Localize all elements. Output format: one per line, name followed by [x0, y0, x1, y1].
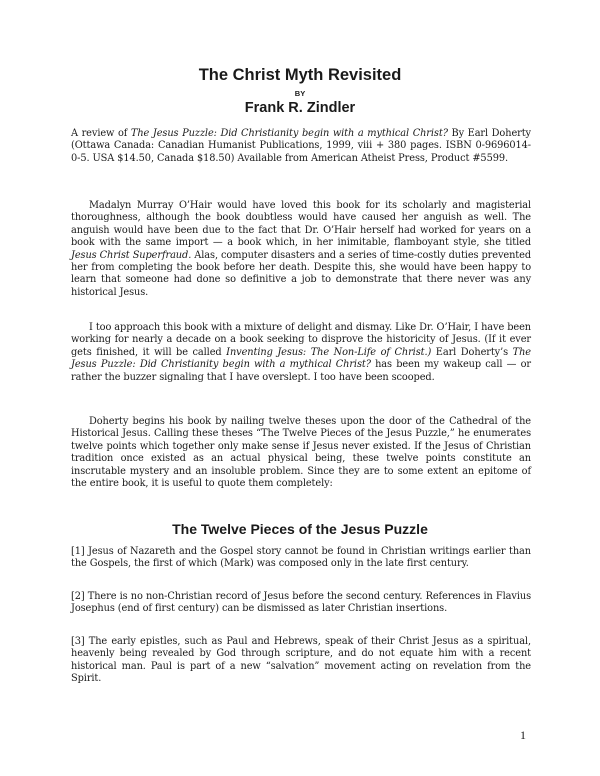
- reviewed-book-title: The Jesus Puzzle: Did Christianity begin with a mythical Christ?: [130, 128, 448, 139]
- paragraph-1-text-b: Alas, computer disasters and a series of time-costly duties prevented her from completing the book before her death. Despite this, she would have been happy to learn that someone had done so definitive a job to demonstrate that there never was any historical Jesus.: [71, 249, 532, 298]
- paragraph-2-text-b: Earl Doherty’s: [431, 346, 513, 358]
- puzzle-item-2: [2] There is no non-Christian record of Jesus before the second century. References in Flavius Josephus (end of first century) can be dismissed as later Christian insertions.: [71, 591, 531, 615]
- review-prefix: A review of: [71, 128, 131, 139]
- puzzle-item-1: [1] Jesus of Nazareth and the Gospel story cannot be found in Christian writings earlier than the Gospels, the first of which (Mark) was composed only in the late first century.: [71, 546, 531, 570]
- byline-label: BY: [294, 89, 306, 98]
- article-title: The Christ Myth Revisited: [198, 66, 402, 84]
- paragraph-2-italic-2: The Jesus Puzzle: Did Christianity begin with a mythical Christ?: [71, 346, 531, 371]
- review-citation: [71, 128, 531, 165]
- page-number: 1: [520, 728, 526, 742]
- paragraph-2-text-c: has been my wakeup call — or rather the buzzer signaling that I have overslept. I too have been scooped.: [71, 359, 531, 383]
- paragraph-1-italic: Jesus Christ Superfraud.: [71, 249, 192, 261]
- paragraph-1-text-a: Madalyn Murray O’Hair would have loved this book for its scholarly and magisterial thoroughness, although the book doubtless would have caused her anguish as well. The anguish would have been due to the fact that Dr. O’Hair herself had worked for years on a book with the same import — a book which, in her inimitable, flamboyant style, she titled: [71, 200, 531, 249]
- paragraph-2-italic-1: Inventing Jesus: The Non-Life of Christ.): [226, 346, 432, 358]
- author-name: Frank R. Zindler: [244, 100, 356, 116]
- paragraph-2-text-a: I too approach this book with a mixture of delight and dismay. Like Dr. O’Hair, I have been working for nearly a decade on a book seeking to disprove the historicity of Jesus. (If it ever gets finished, it will be called: [71, 322, 531, 358]
- puzzle-item-3: [3] The early epistles, such as Paul and Hebrews, speak of their Christ Jesus as a spiritual, heavenly being revealed by God through scripture, and do not equate him with a recent historical man. Paul is part of a new “salvation” movement acting on revelation from the Spirit.: [71, 636, 531, 685]
- paragraph-3: Doherty begins his book by nailing twelve theses upon the door of the Cathedral of the Historical Jesus. Calling these theses “The Twelve Pieces of the Jesus Puzzle,” he enumerates twelve points which together only make sense if Jesus never existed. If the Jesus of Christian tradition once existed as an actual physical being, these twelve points constitute an inscrutable mystery and an insoluble problem. Since they are to some extent an epitome of the entire book, it is useful to quote them completely:: [71, 416, 531, 490]
- section-heading: The Twelve Pieces of the Jesus Puzzle: [172, 521, 428, 537]
- review-details: By Earl Doherty (Ottawa Canada: Canadian Humanist Publications, 1999, viii + 380 pages. ISBN 0-9696014-0-5. USA $14.50, Canada $18.50) Available from American Atheist Press, Product #5599.: [71, 128, 531, 164]
- paragraph-2: [71, 322, 531, 384]
- paragraph-1: [71, 200, 531, 299]
